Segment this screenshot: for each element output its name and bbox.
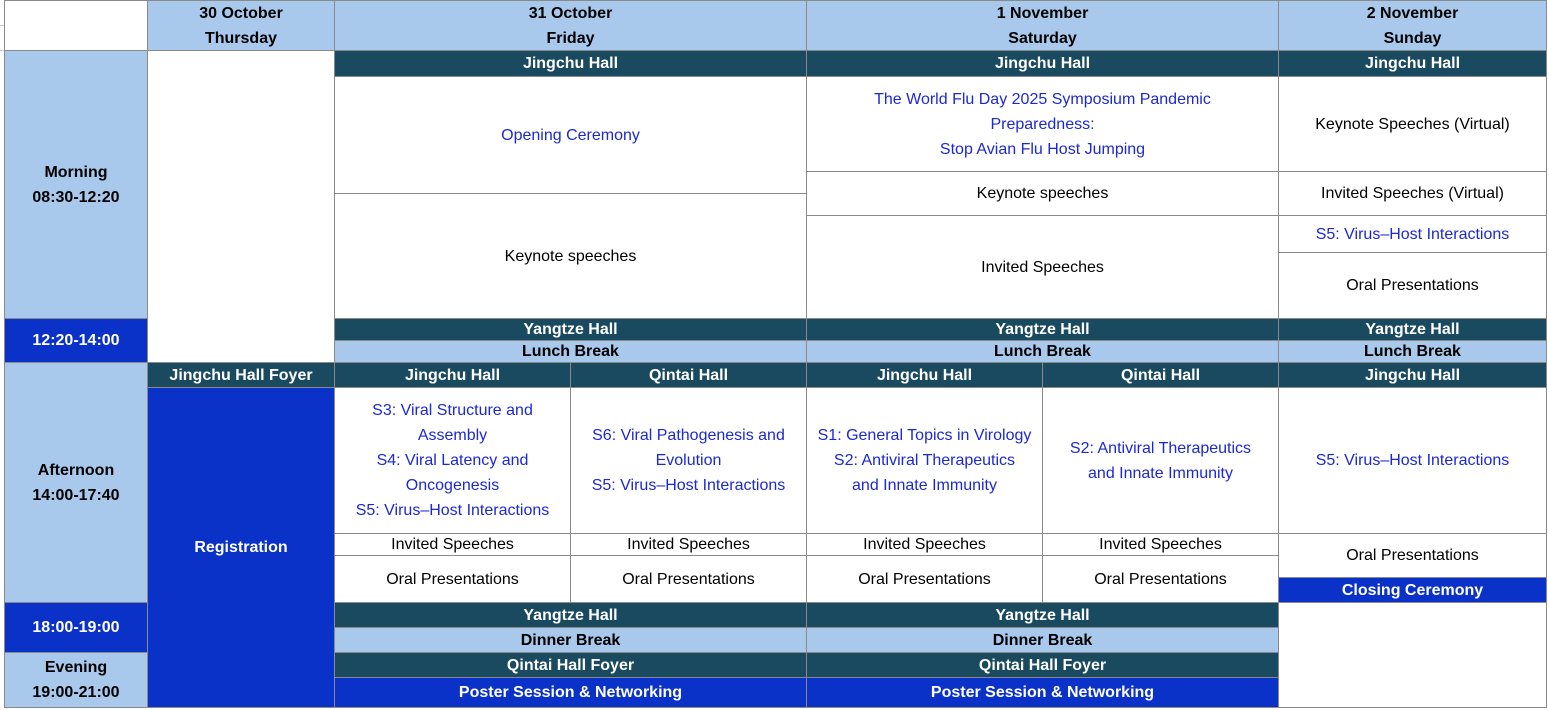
day-header-sun [1279,0,1547,51]
sat-invited-b: Invited Speeches [1043,534,1279,556]
fri-invited-b: Invited Speeches [571,534,807,556]
fri-invited-a: Invited Speeches [335,534,571,556]
thu-foyer: Jingchu Hall Foyer [148,363,335,388]
sat-oral-b: Oral Presentations [1043,556,1279,603]
day-header-sat [807,0,1279,51]
fri-lunch-hall: Yangtze Hall [335,319,807,341]
sat-hall: Jingchu Hall [807,51,1279,77]
fri-pm-hall-a: Jingchu Hall [335,363,571,388]
day-weekday: Sunday [1383,29,1442,47]
thu-empty-morning [148,51,335,363]
corner-cell [4,0,148,51]
session-line: S6: Viral Pathogenesis and [592,427,785,444]
sun-lunch-hall: Yangtze Hall [1279,319,1547,341]
sat-poster-session: Poster Session & Networking [807,678,1279,708]
fri-oral-a: Oral Presentations [335,556,571,603]
time-morning [4,51,148,319]
sat-symposium [807,77,1279,172]
day-date: 1 November [996,4,1089,22]
sun-pm-s5-session: S5: Virus–Host Interactions [1279,388,1547,534]
sat-keynote: Keynote speeches [807,172,1279,216]
session-line: S1: General Topics in Virology [817,427,1032,444]
sun-invited: Invited Speeches (Virtual) [1279,172,1547,216]
sun-lunch-break: Lunch Break [1279,341,1547,363]
session-line: S2: Antiviral Therapeutics [833,452,1016,469]
sun-keynote: Keynote Speeches (Virtual) [1279,77,1547,172]
sun-closing-ceremony: Closing Ceremony [1279,578,1547,603]
sun-pm-oral: Oral Presentations [1279,534,1547,578]
fri-hall: Jingchu Hall [335,51,807,77]
fri-opening-ceremony: Opening Ceremony [335,77,807,194]
sat-dinner-hall: Yangtze Hall [807,603,1279,628]
time-label: Afternoon [37,461,115,479]
fri-poster-session: Poster Session & Networking [335,678,807,708]
day-weekday: Thursday [204,29,277,47]
time-label: Morning [44,163,108,181]
fri-poster-hall: Qintai Hall Foyer [335,653,807,678]
sat-pm-hall-a: Jingchu Hall [807,363,1043,388]
fri-pm-sessions-b [571,388,807,534]
sat-pm-hall-b: Qintai Hall [1043,363,1279,388]
time-range: 08:30-12:20 [32,188,120,206]
sat-lunch-hall: Yangtze Hall [807,319,1279,341]
day-date: 2 November [1366,4,1459,22]
session-line: Assembly [417,427,488,444]
fri-keynote: Keynote speeches [335,194,807,319]
sun-oral: Oral Presentations [1279,253,1547,319]
sun-hall: Jingchu Hall [1279,51,1547,77]
sat-lunch-break: Lunch Break [807,341,1279,363]
time-range: 19:00-21:00 [32,684,120,701]
time-evening [4,653,148,708]
session-line: S4: Viral Latency and [376,452,529,469]
sat-dinner-break: Dinner Break [807,628,1279,653]
fri-dinner-hall: Yangtze Hall [335,603,807,628]
sat-invited: Invited Speeches [807,216,1279,319]
fri-oral-b: Oral Presentations [571,556,807,603]
thu-registration: Registration [148,388,335,708]
sat-pm-sessions-b [1043,388,1279,534]
session-line: Oncogenesis [405,477,500,494]
session-line: Preparedness: [990,115,1095,133]
fri-lunch-break: Lunch Break [335,341,807,363]
fri-pm-sessions-a [335,388,571,534]
session-line: and Innate Immunity [1088,464,1233,482]
time-afternoon [4,363,148,603]
sat-pm-sessions-a [807,388,1043,534]
sun-s5-session: S5: Virus–Host Interactions [1279,216,1547,253]
session-line: S5: Virus–Host Interactions [355,502,550,519]
fri-dinner-break: Dinner Break [335,628,807,653]
session-line: and Innate Immunity [852,477,997,494]
session-line: S5: Virus–Host Interactions [591,477,786,494]
day-date: 30 October [199,4,283,22]
session-line: The World Flu Day 2025 Symposium Pandemic [874,90,1211,108]
time-label: Evening [44,659,108,676]
session-line: S2: Antiviral Therapeutics [1069,439,1252,457]
sat-invited-a: Invited Speeches [807,534,1043,556]
time-range: 14:00-17:40 [32,486,120,504]
day-date: 31 October [528,4,613,22]
session-line: Stop Avian Flu Host Jumping [939,140,1146,158]
time-lunch: 12:20-14:00 [4,319,148,363]
day-header-fri [335,0,807,51]
fri-pm-hall-b: Qintai Hall [571,363,807,388]
day-weekday: Saturday [1008,29,1077,47]
sun-empty-evening [1279,603,1547,708]
sat-poster-hall: Qintai Hall Foyer [807,653,1279,678]
day-header-thu [148,0,335,51]
sat-oral-a: Oral Presentations [807,556,1043,603]
sun-pm-hall: Jingchu Hall [1279,363,1547,388]
session-line: S3: Viral Structure and [372,402,533,419]
session-line: Evolution [655,452,722,469]
time-dinner: 18:00-19:00 [4,603,148,653]
day-weekday: Friday [546,29,595,47]
